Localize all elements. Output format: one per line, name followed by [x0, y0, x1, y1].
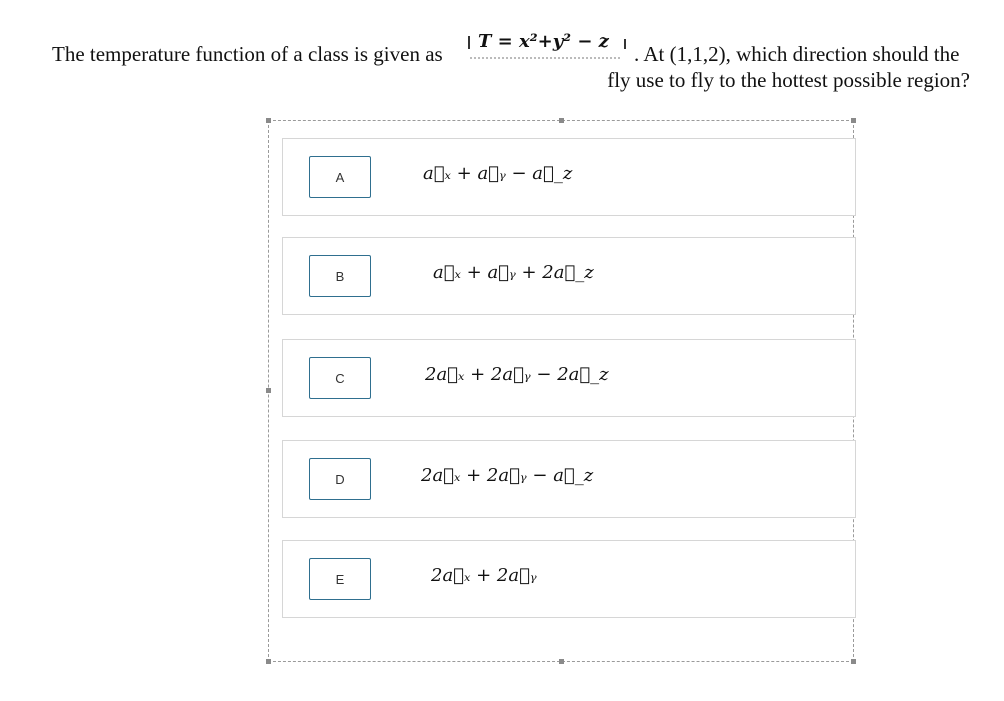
- option-answer: 2a⃗ₓ + 2a⃗ᵧ − 2a⃗_z: [425, 364, 609, 385]
- frame-handle-top-middle[interactable]: [559, 118, 564, 123]
- option-answer: a⃗ₓ + a⃗ᵧ − a⃗_z: [423, 163, 573, 184]
- question-part1: The temperature function of a class is given as: [52, 42, 443, 66]
- option-e[interactable]: [282, 540, 856, 618]
- question-part2: . At (1,1,2), which direction should the: [634, 42, 960, 66]
- option-answer: 2a⃗ₓ + 2a⃗ᵧ − a⃗_z: [421, 465, 594, 486]
- question-text: [0, 0, 1004, 110]
- option-a[interactable]: [282, 138, 856, 216]
- option-letter-box[interactable]: C: [309, 357, 371, 399]
- formula-dotted-underline: [470, 57, 620, 59]
- frame-handle-bottom-middle[interactable]: [559, 659, 564, 664]
- option-d[interactable]: [282, 440, 856, 518]
- question-part3: fly use to fly to the hottest possible region?: [607, 68, 970, 92]
- formula-left-marker: [468, 36, 470, 49]
- frame-handle-top-right[interactable]: [851, 118, 856, 123]
- option-b[interactable]: [282, 237, 856, 315]
- formula-right-marker: [624, 39, 626, 49]
- frame-handle-top-left[interactable]: [266, 118, 271, 123]
- option-c[interactable]: [282, 339, 856, 417]
- option-letter-box[interactable]: A: [309, 156, 371, 198]
- formula-text: T = x²+y² − z: [478, 31, 609, 52]
- option-letter-box[interactable]: D: [309, 458, 371, 500]
- option-letter-box[interactable]: E: [309, 558, 371, 600]
- frame-handle-bottom-left[interactable]: [266, 659, 271, 664]
- option-letter-box[interactable]: B: [309, 255, 371, 297]
- frame-handle-bottom-right[interactable]: [851, 659, 856, 664]
- frame-handle-middle-left[interactable]: [266, 388, 271, 393]
- option-answer: 2a⃗ₓ + 2a⃗ᵧ: [431, 565, 537, 586]
- formula-image: [468, 29, 630, 61]
- option-answer: a⃗ₓ + a⃗ᵧ + 2a⃗_z: [433, 262, 594, 283]
